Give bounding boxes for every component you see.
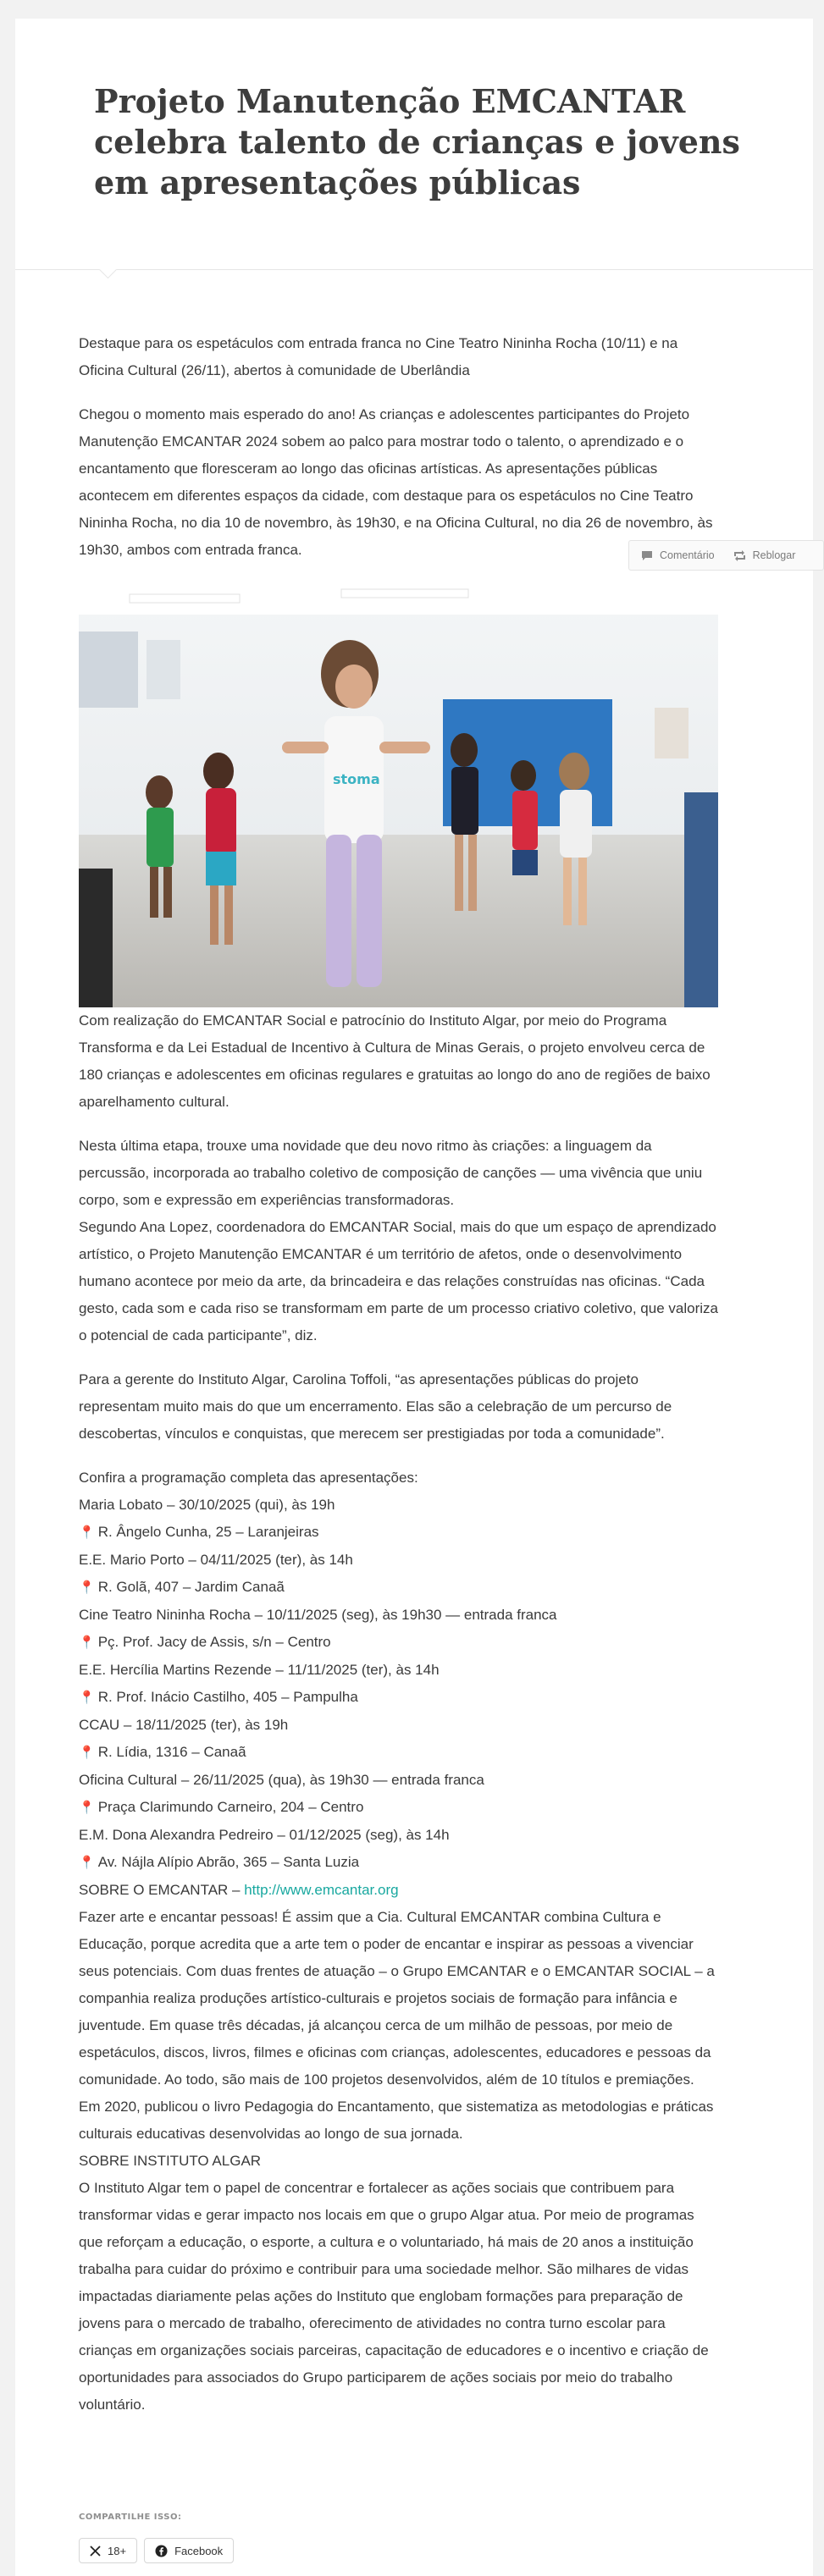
pin-icon: 📍: [79, 1746, 95, 1760]
about-algar-text: O Instituto Algar tem o papel de concentrar e fortalecer as ações sociais que contribuem para transformar vidas e gerar impacto nos locais em que o grupo Algar atua. Por meio de programas que reforçam a educação, o esporte, a cultura e o voluntariado, há mais de 20 anos a instituição trabalha para cuidar do próximo e contribuir para uma sociedade melhor. São milhares de vidas impactadas diariamente pelas ações do Instituto que englobam formações para preparação de jovens para o mercado de trabalho, oferecimento de atividades no contra turno escolar para crianças em organizações sociais parceiras, capacitação de educadores e o incentivo e criação de oportunidades para associados do Grupo participarem de ações sociais por meio do trabalho voluntário.: [79, 2180, 709, 2413]
schedule-event: E.M. Dona Alexandra Pedreiro – 01/12/2025 (seg), às 14h: [79, 1827, 450, 1843]
schedule-item: [79, 1602, 718, 1629]
article-paragraph-3: Nesta última etapa, trouxe uma novidade que deu novo ritmo às criações: a linguagem da percussão, incorporada ao trabalho coletivo de composição de canções — uma vivência que uniu corpo, som e expressão em experiências transformadoras.: [79, 1138, 703, 1208]
article-paragraph-4: Segundo Ana Lopez, coordenadora do EMCANTAR Social, mais do que um espaço de aprendizado artístico, o Projeto Manutenção EMCANTAR é um território de afetos, onde o desenvolvimento humano acontece por meio da arte, da brincadeira e das relações construídas nas oficinas. “Cada gesto, cada som e cada riso se transformam em parte de um processo criativo coletivo, que valoriza o potencial de cada participante”, diz.: [79, 1219, 718, 1343]
schedule-item: [79, 1574, 718, 1602]
schedule-event: E.E. Mario Porto – 04/11/2025 (ter), às 14h: [79, 1552, 353, 1568]
schedule-event: Cine Teatro Nininha Rocha – 10/11/2025 (seg), às 19h30 — entrada franca: [79, 1607, 557, 1623]
schedule-event: E.E. Hercília Martins Rezende – 11/11/2025 (ter), às 14h: [79, 1662, 440, 1678]
schedule-address: R. Golã, 407 – Jardim Canaã: [97, 1579, 285, 1595]
floating-action-bar: [628, 540, 824, 571]
schedule-item: [79, 1849, 718, 1877]
schedule-address: Praça Clarimundo Carneiro, 204 – Centro: [97, 1799, 364, 1815]
schedule-event: CCAU – 18/11/2025 (ter), às 19h: [79, 1717, 289, 1733]
schedule-intro: Confira a programação completa das apresentações:: [79, 1470, 418, 1486]
schedule-item: [79, 1492, 718, 1519]
share-x-label: 18+: [108, 2544, 127, 2557]
share-facebook-label: Facebook: [174, 2544, 224, 2557]
about-emcantar-text: Fazer arte e encantar pessoas! É assim que a Cia. Cultural EMCANTAR combina Cultura e Educação, porque acredita que a arte tem o poder de encantar e inspirar as pessoas a vivenciar seus potenciais. Com duas frentes de atuação – o Grupo EMCANTAR e o EMCANTAR SOCIAL – a companhia realiza produções artístico-culturais e projetos sociais de formação para infância e juventude. Em quase três décadas, já alcançou cerca de um milhão de pessoas, por meio de espetáculos, discos, livros, filmes e oficinas com crianças, adolescentes, educadores e pessoas da comunidade. Ao todo, são mais de 100 projetos desenvolvidos, além de 10 títulos e premiações. Em 2020, publicou o livro Pedagogia do Encantamento, que sistematiza as metodologias e práticas culturais educativas desenvolvidas ao longo de sua jornada.: [79, 1909, 715, 2142]
children-dancing-photo: [79, 581, 718, 1007]
emcantar-link[interactable]: http://www.emcantar.org: [244, 1882, 399, 1898]
schedule-item: [79, 1657, 718, 1684]
schedule-event: Maria Lobato – 30/10/2025 (qui), às 19h: [79, 1497, 335, 1513]
schedule-item: [79, 1547, 718, 1574]
comment-icon: [641, 550, 653, 561]
comment-label: Comentário: [660, 549, 715, 561]
schedule-address: Av. Nájla Alípio Abrão, 365 – Santa Luzia: [97, 1854, 360, 1870]
pin-icon: 📍: [79, 1636, 95, 1650]
schedule-item: [79, 1822, 718, 1849]
article-intro: Destaque para os espetáculos com entrada franca no Cine Teatro Nininha Rocha (10/11) e na Oficina Cultural (26/11), abertos à comunidade de Uberlândia: [79, 335, 678, 378]
schedule-item: [79, 1767, 718, 1794]
header-notch: [99, 261, 117, 279]
schedule-address: R. Lídia, 1316 – Canaã: [97, 1744, 246, 1760]
article-content: [79, 330, 718, 2419]
schedule-item: [79, 1712, 718, 1739]
share-label: COMPARTILHE ISSO:: [79, 2513, 182, 2522]
pin-icon: 📍: [79, 1691, 95, 1705]
schedule: [79, 1465, 718, 1877]
about-emcantar-heading: [79, 1877, 718, 1904]
reblog-label: Reblogar: [752, 549, 796, 561]
article-header: [15, 19, 813, 270]
pin-icon: 📍: [79, 1525, 95, 1540]
schedule-item: [79, 1739, 718, 1767]
schedule-item: [79, 1684, 718, 1712]
schedule-item: [79, 1794, 718, 1822]
reblog-icon: [733, 550, 746, 561]
x-logo-icon: [90, 2546, 101, 2557]
comment-button[interactable]: [641, 549, 715, 561]
share-x-button[interactable]: [79, 2538, 137, 2563]
article-photo: [79, 581, 718, 1007]
schedule-item: [79, 1629, 718, 1657]
article-paragraph-1: Chegou o momento mais esperado do ano! As crianças e adolescentes participantes do Projeto Manutenção EMCANTAR 2024 sobem ao palco para mostrar todo o talento, o aprendizado e o encantamento que floresceram ao longo das oficinas artísticas. As apresentações públicas acontecem em diferentes espaços da cidade, com destaque para os espetáculos no Cine Teatro Nininha Rocha, no dia 10 de novembro, às 19h30, e na Oficina Cultural, no dia 26 de novembro, às 19h30, ambos com entrada franca.: [79, 406, 713, 558]
about-emcantar-title: SOBRE O EMCANTAR –: [79, 1882, 245, 1898]
pin-icon: 📍: [79, 1856, 95, 1870]
share-facebook-button[interactable]: [144, 2538, 234, 2563]
schedule-item: [79, 1519, 718, 1547]
schedule-address: Pç. Prof. Jacy de Assis, s/n – Centro: [97, 1634, 331, 1650]
schedule-event: Oficina Cultural – 26/11/2025 (qua), às 19h30 — entrada franca: [79, 1772, 484, 1788]
facebook-icon: [155, 2545, 168, 2557]
pin-icon: 📍: [79, 1801, 95, 1815]
shirt-text: stoma: [333, 771, 380, 787]
article-paragraph-2: Com realização do EMCANTAR Social e patrocínio do Instituto Algar, por meio do Programa Transforma e da Lei Estadual de Incentivo à Cultura de Minas Gerais, o projeto envolveu cerca de 180 crianças e adolescentes em oficinas regulares e gratuitas ao longo do ano de regiões de baixo aparelhamento cultural.: [79, 1012, 711, 1110]
share-buttons: [79, 2538, 234, 2563]
reblog-button[interactable]: [733, 549, 796, 561]
about-algar-heading: SOBRE INSTITUTO ALGAR: [79, 2153, 262, 2169]
schedule-address: R. Prof. Inácio Castilho, 405 – Pampulha: [97, 1689, 358, 1705]
pin-icon: 📍: [79, 1580, 95, 1595]
page-title: Projeto Manutenção EMCANTAR celebra talento de crianças e jovens em apresentações públicas: [94, 82, 740, 201]
schedule-address: R. Ângelo Cunha, 25 – Laranjeiras: [97, 1524, 319, 1540]
article-paragraph-5: Para a gerente do Instituto Algar, Carolina Toffoli, “as apresentações públicas do projeto representam muito mais do que um encerramento. Elas são a celebração de um percurso de descobertas, vínculos e conquistas, que merecem ser prestigiadas por toda a comunidade”.: [79, 1371, 672, 1442]
